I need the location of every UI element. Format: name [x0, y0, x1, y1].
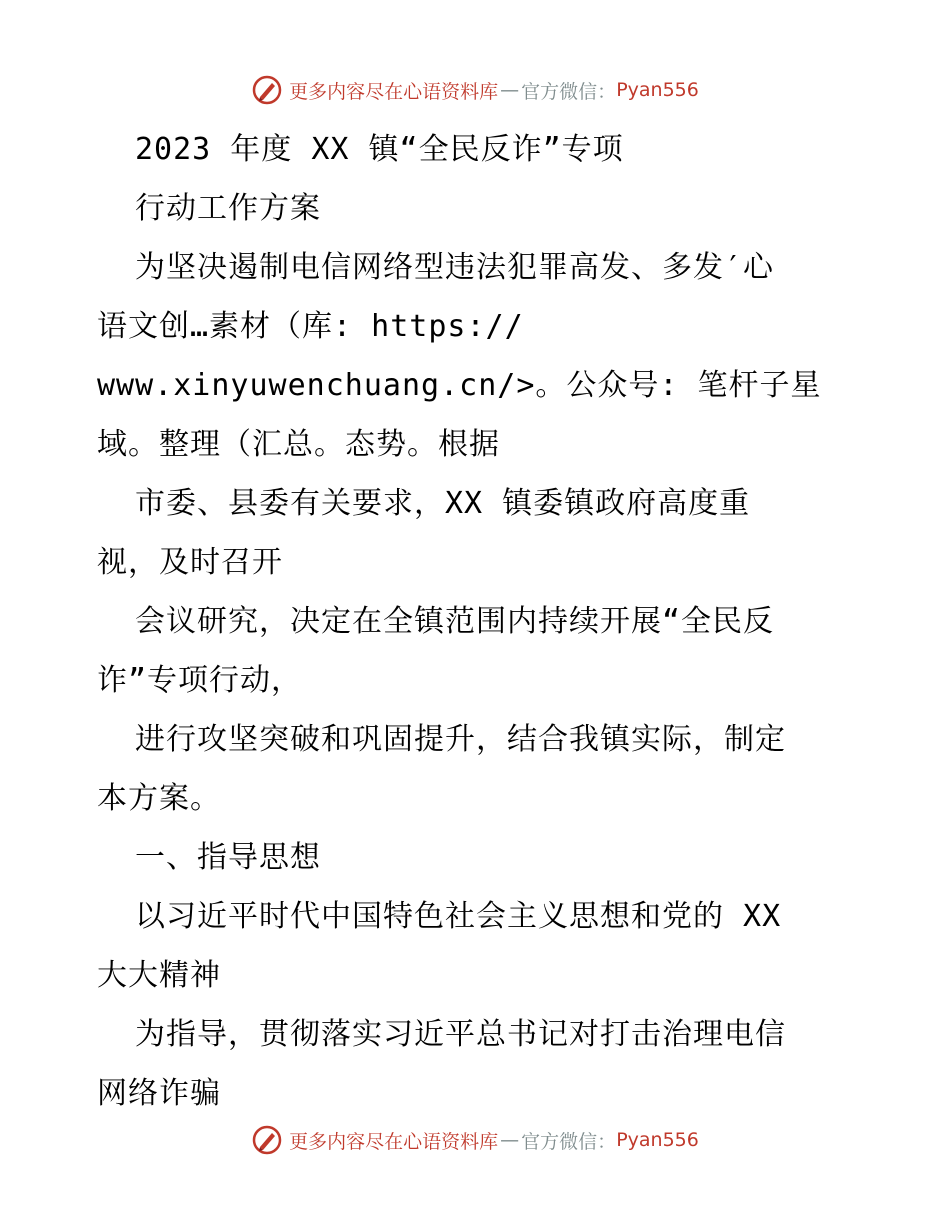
- watermark-wechat-label: 官方微信：: [521, 1130, 617, 1153]
- watermark-wechat-label: 官方微信：: [521, 80, 617, 103]
- pen-logo-icon: [251, 74, 283, 106]
- document-body: [97, 120, 877, 1123]
- pen-logo-icon: [251, 1124, 283, 1156]
- text-line: 视，及时召开: [97, 545, 283, 580]
- watermark-wechat-id: Pyan556: [616, 79, 699, 101]
- text-line: 一、指导思想: [135, 840, 321, 875]
- text-line: 为坚决遏制电信网络型违法犯罪高发、多发′心: [135, 250, 775, 285]
- watermark-main-text: 更多内容尽在心语资料库: [289, 1130, 499, 1153]
- watermark-separator: —: [500, 1129, 520, 1151]
- text-line: 进行攻坚突破和巩固提升，结合我镇实际，制定: [135, 722, 786, 757]
- text-line: 为指导，贯彻落实习近平总书记对打击治理电信: [135, 1017, 786, 1052]
- text-line: www.xinyuwenchuang.cn/>。公众号: 笔杆子星: [97, 368, 822, 403]
- watermark-separator: —: [500, 79, 520, 101]
- watermark-main-text: 更多内容尽在心语资料库: [289, 80, 499, 103]
- text-line: 本方案。: [97, 781, 221, 816]
- text-line: 诈”专项行动，: [97, 663, 303, 698]
- text-line: 以习近平时代中国特色社会主义思想和党的 XX: [135, 899, 782, 934]
- header-watermark: [0, 70, 950, 110]
- footer-watermark: [0, 1120, 950, 1160]
- text-line: 大大精神: [97, 958, 221, 993]
- text-line: 语文创…素材（库: https://: [97, 309, 524, 344]
- text-line: 网络诈骗: [97, 1076, 221, 1111]
- watermark-wechat-id: Pyan556: [616, 1129, 699, 1151]
- text-line: 行动工作方案: [135, 191, 321, 226]
- text-line: 域。整理（汇总。态势。根据: [97, 427, 500, 462]
- text-line: 市委、县委有关要求，XX 镇委镇政府高度重: [135, 486, 751, 521]
- text-line: 会议研究，决定在全镇范围内持续开展“全民反: [135, 604, 775, 639]
- text-line: 2023 年度 XX 镇“全民反诈”专项: [135, 132, 624, 167]
